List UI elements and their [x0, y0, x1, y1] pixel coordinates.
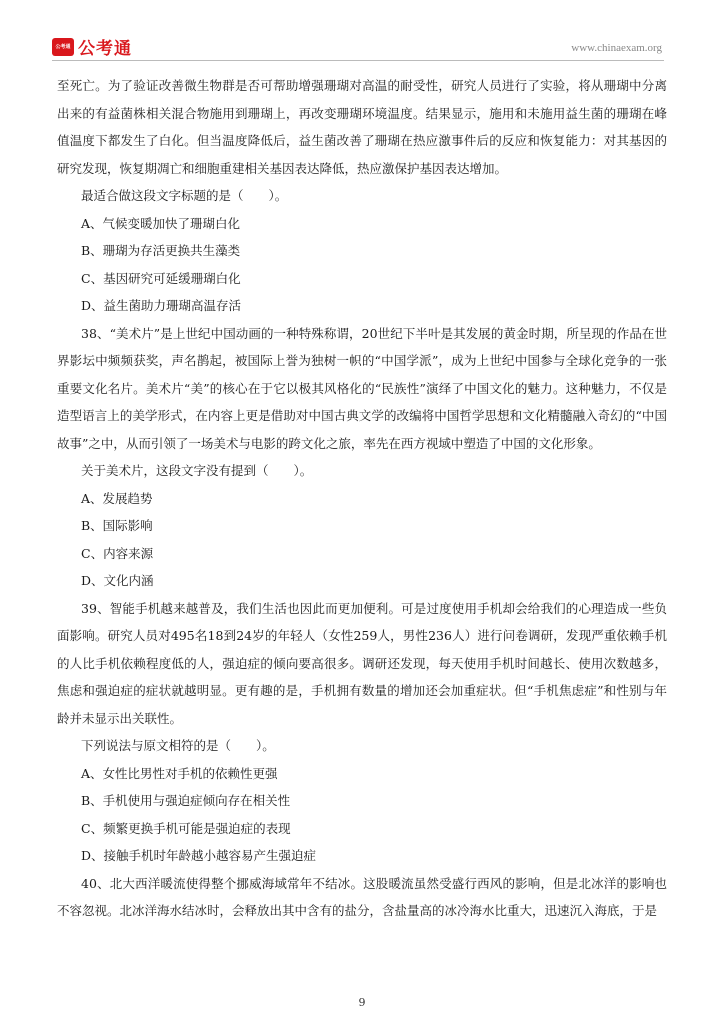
logo-badge-icon: 公考通 — [52, 38, 74, 56]
question-prompt: 最适合做这段文字标题的是（ ）。 — [81, 188, 288, 203]
option-d: D、文化内涵 — [81, 573, 154, 588]
logo — [52, 34, 132, 59]
page-header — [52, 34, 662, 60]
question-38-text: 38、“美术片”是上世纪中国动画的一种特殊称谓，20世纪下半叶是其发展的黄金时期，所呈现的作品在世界影坛中频频获奖，声名鹊起，被国际上誉为独树一帜的“中国学派”，成为上世纪中国参与全球化竞争的一张重要文化名片。美术片“美”的核心在于它以极其风格化的“民族性”演绎了中国文化的魅力。这种魅力，不仅是造型语言上的美学形式，在内容上更是借助对中国古典文学的改编将中国哲学思想和文化精髓融入奇幻的“中国故事”之中，从而引领了一场美术与电影的跨文化之旅，率先在西方视域中塑造了中国的文化形象。 — [57, 325, 667, 451]
option-c: C、频繁更换手机可能是强迫症的表现 — [81, 820, 291, 836]
option-b: B、手机使用与强迫症倾向存在相关性 — [81, 793, 291, 808]
logo-text: 公考通 — [78, 39, 132, 59]
question-39-text: 39、智能手机越来越普及，我们生活也因此而更加便利。可是过度使用手机却会给我们的心理造成一些负面影响。研究人员对495名18到24岁的年轻人（女性259人，男性236人）进行问卷调研，发现严重依赖手机的人比手机依赖程度低的人，强迫症的倾向要高很多。调研还发现，每天使用手机时间越长、使用次数越多，焦虑和强迫症的症状就越明显。更有趣的是，手机拥有数量的增加还会加重症状。但“手机焦虑症”和性别与年龄并未显示出关联性。 — [57, 600, 667, 726]
option-a: A、女性比男性对手机的依赖性更强 — [81, 765, 278, 781]
question-prompt: 下列说法与原文相符的是（ ）。 — [81, 738, 275, 753]
option-a: A、发展趋势 — [81, 490, 153, 506]
option-d: D、益生菌助力珊瑚高温存活 — [81, 298, 242, 313]
option-b: B、珊瑚为存活更换共生藻类 — [81, 243, 241, 258]
header-divider — [52, 60, 664, 61]
option-a: A、气候变暖加快了珊瑚白化 — [81, 215, 241, 231]
question-40-text: 40、北大西洋暖流使得整个挪威海域常年不结冰。这股暖流虽然受盛行西风的影响，但是北冰洋的影响也不容忽视。北冰洋海水结冰时，会释放出其中含有的盐分，含盐量高的冰冷海水比重大，迅速沉入海底，于是 — [57, 875, 667, 918]
question-prompt: 关于美术片，这段文字没有提到（ ）。 — [81, 463, 313, 478]
option-c: C、基因研究可延缓珊瑚白化 — [81, 270, 241, 286]
site-url: www.chinaexam.org — [571, 42, 662, 54]
option-b: B、国际影响 — [81, 518, 153, 533]
page-number: 9 — [358, 996, 366, 1009]
paragraph-continuation: 至死亡。为了验证改善微生物群是否可帮助增强珊瑚对高温的耐受性，研究人员进行了实验，将从珊瑚中分离出来的有益菌株相关混合物施用到珊瑚上，再改变珊瑚环境温度。结果显示，施用和未施用益生菌的珊瑚在峰值温度下都发生了白化。但当温度降低后，益生菌改善了珊瑚在热应激事件后的反应和恢复能力：对其基因的研究发现，恢复期凋亡和细胞重建相关基因表达降低，热应激保护基因表达增加。 — [57, 78, 667, 176]
document-body — [57, 72, 667, 925]
option-c: C、内容来源 — [81, 545, 154, 561]
option-d: D、接触手机时年龄越小越容易产生强迫症 — [81, 848, 317, 863]
